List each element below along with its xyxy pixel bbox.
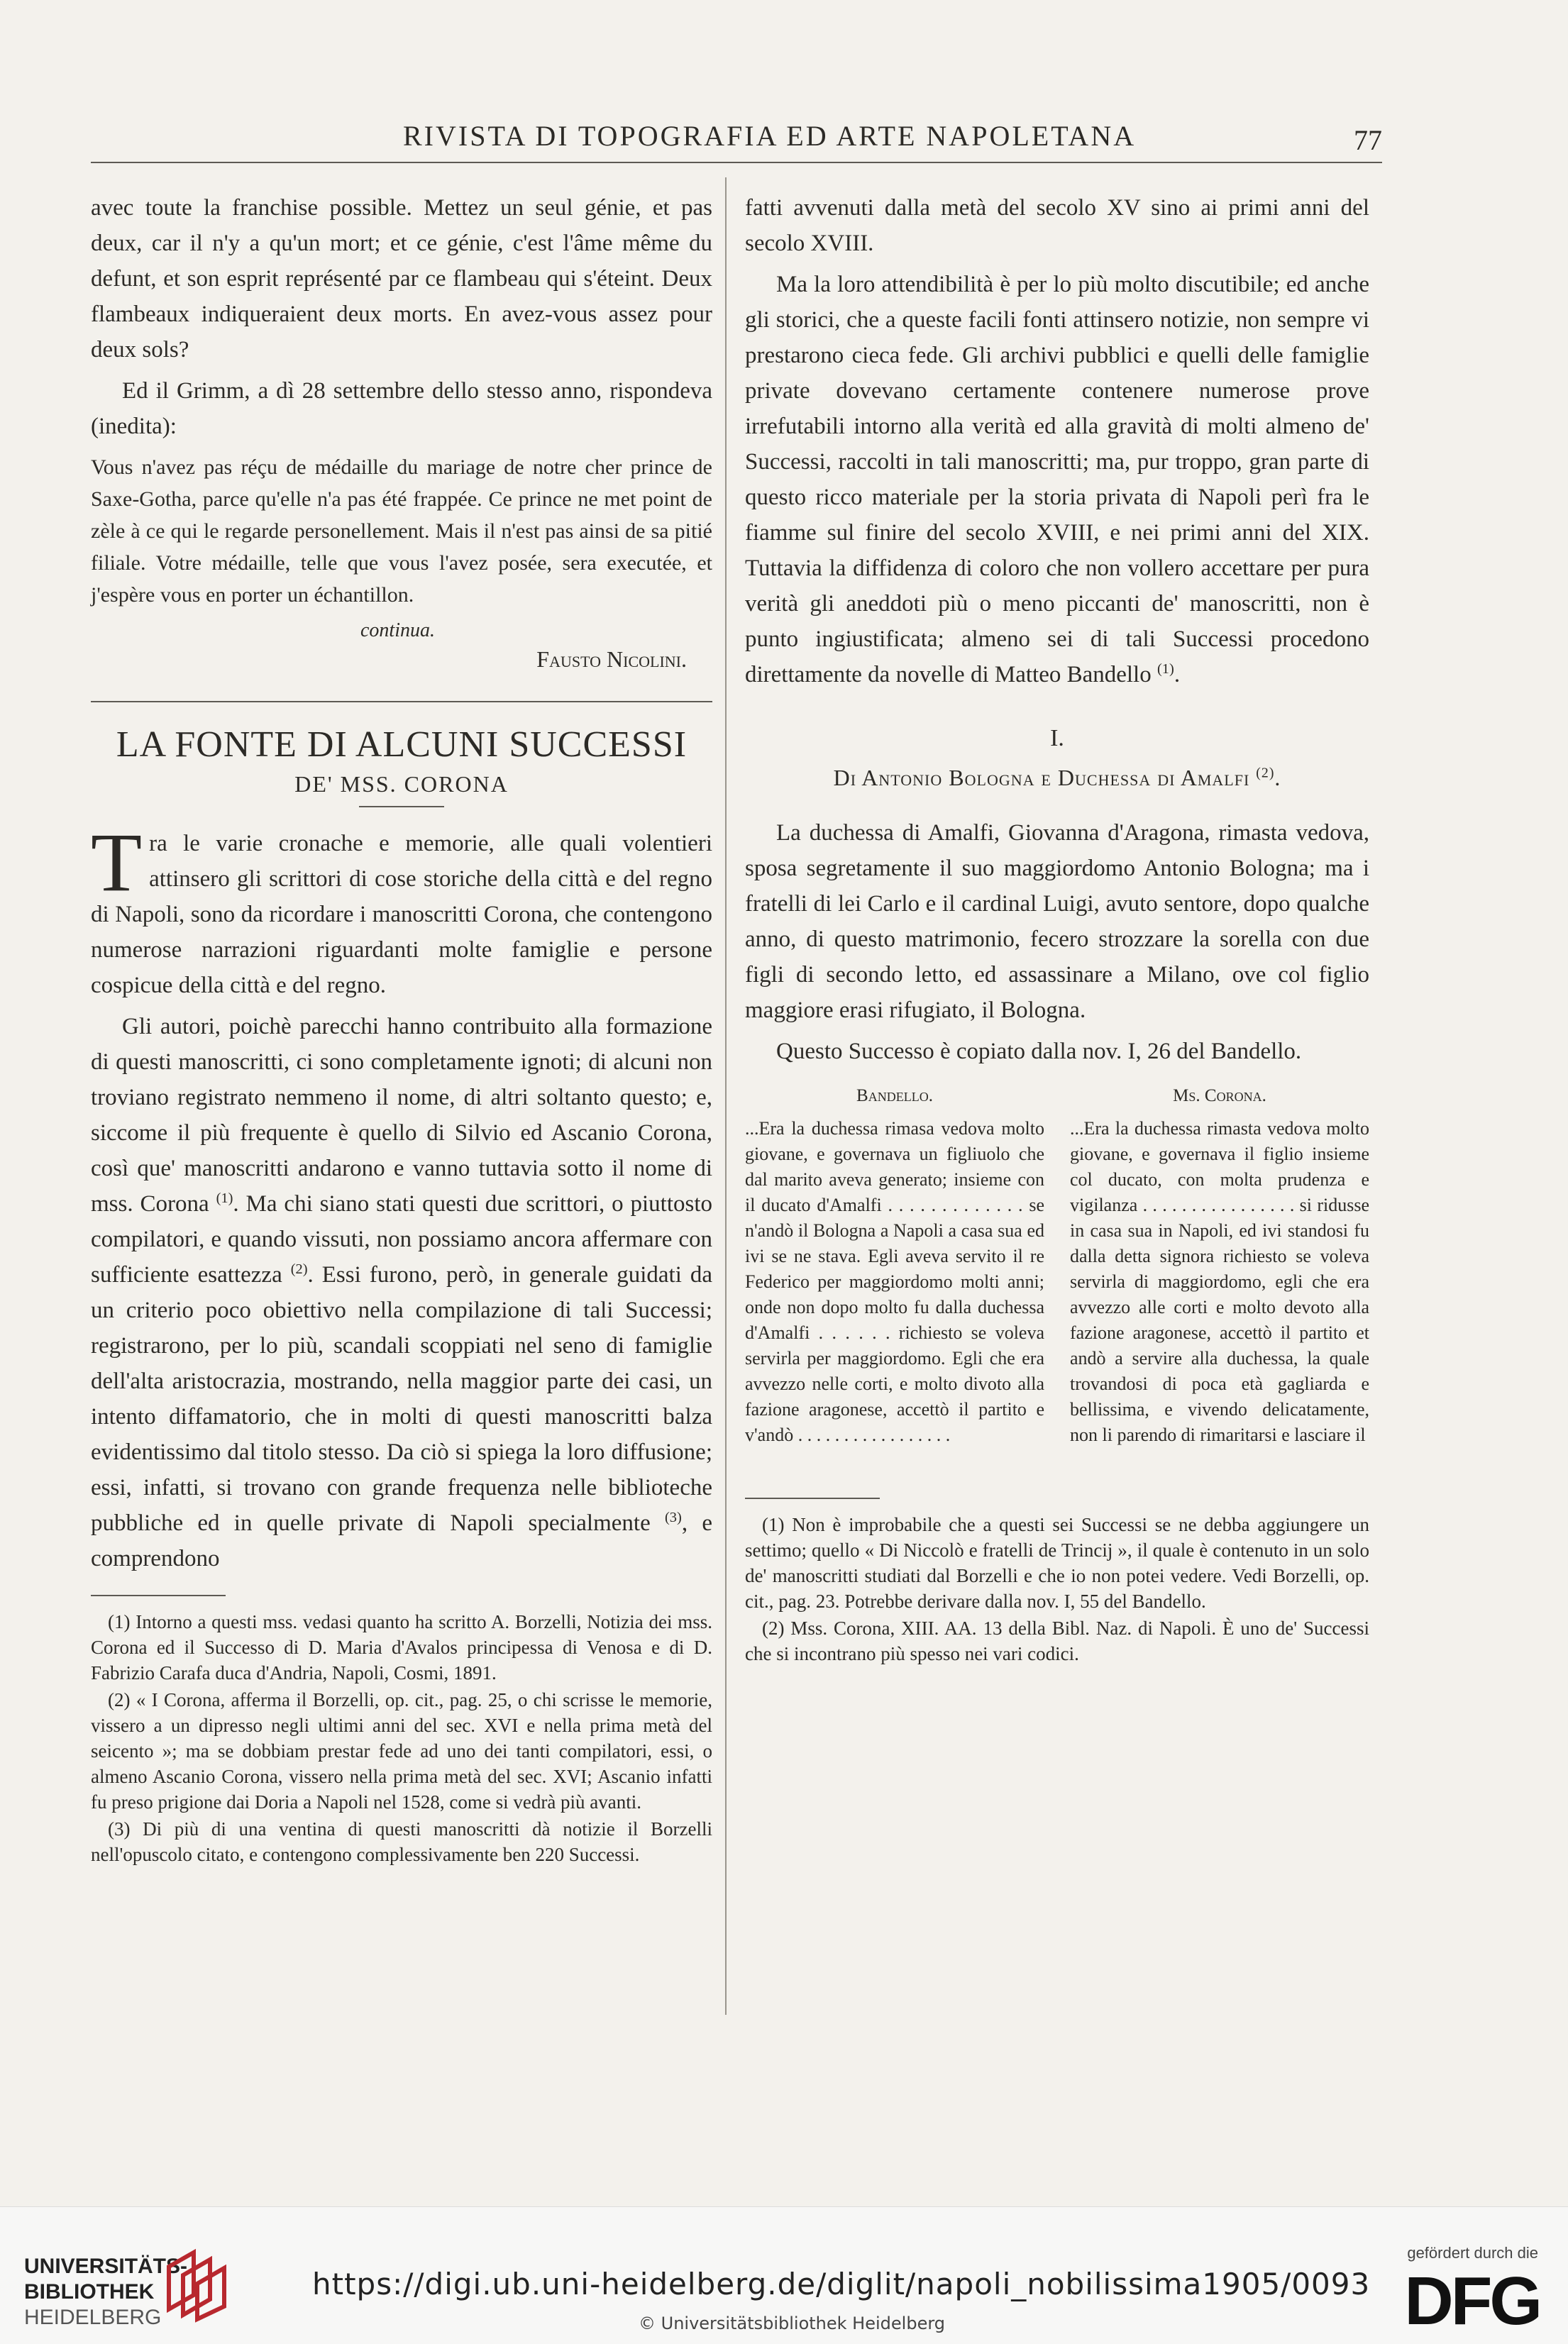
- footnote-rule: [745, 1498, 880, 1499]
- journal-title: RIVISTA DI TOPOGRAFIA ED ARTE NAPOLETANA: [403, 120, 1137, 152]
- viewer-footer: [0, 2206, 1568, 2344]
- quoted-letter: Vous n'avez pas réçu de médaille du mariage de notre cher prince de Saxe-Gotha, parce qu'elle n'a pas été frappée. Ce prince ne met point de zèle à ce qui le regarde personellement. Mais il n'est pas ainsi de sa pitié filiale. Votre médaille, telle que vous l'avez posée, sera executée, et j'espère vous en porter un échantillon.: [91, 455, 712, 607]
- library-logo-text: UNIVERSITÄTS- BIBLIOTHEK HEIDELBERG: [24, 2255, 188, 2329]
- footnote: (1) Non è improbabile che a questi sei Successi se ne debba aggiungere un settimo; quello « Di Niccolò e fratelli de Trincij », il quale è contenuto in un solo de' manoscritti studiati dal Borzelli e che io non potei vedere. Vedi Borzelli, op. cit., pag. 23. Potrebbe derivare dalla nov. I, 55 del Bandello.: [745, 1514, 1369, 1612]
- funding-note: gefördert durch die: [1407, 2244, 1538, 2262]
- footnote-ref: (3): [665, 1510, 682, 1525]
- paragraph: La duchessa di Amalfi, Giovanna d'Aragona, rimasta vedova, sposa segretamente il suo maggiordomo Antonio Bologna; ma i fratelli di lei Carlo e il cardinal Luigi, avuto sentore, dopo qualche anno, di questo matrimonio, fecero strozzare la sorella con due figli di secondo letto, ed assassinare a Milano, ove col figlio maggiore erasi rifugiato, il Bologna.: [745, 820, 1369, 1023]
- paragraph: Ed il Grimm, a dì 28 settembre dello stesso anno, rispondeva (inedita):: [91, 378, 712, 439]
- footnote-rule: [91, 1595, 226, 1596]
- column-heading: Bandello.: [856, 1086, 933, 1105]
- paragraph: ra le varie cronache e memorie, alle quali volentieri attinsero gli scrittori di cose storiche della città e del regno di Napoli, sono da ricordare i manoscritti Corona, che contengono numerose narrazioni riguardanti molte famiglie e persone cospicue della città e del regno.: [91, 831, 712, 998]
- paragraph: fatti avvenuti dalla metà del secolo XV sino ai primi anni del secolo XVIII.: [745, 195, 1369, 256]
- left-column: [91, 190, 712, 1869]
- copyright-notice: © Universitätsbibliothek Heidelberg: [639, 2313, 946, 2333]
- article-title: LA FONTE DI ALCUNI SUCCESSI: [116, 724, 688, 765]
- article-separator: [91, 701, 712, 702]
- footnote-ref: (1): [216, 1190, 233, 1206]
- paragraph: . Ma chi siano stati questi due scrittori, o piuttosto compilatori, e quando vissuti, non possiamo ancora affermare con sufficiente esattezza: [91, 1191, 713, 1288]
- paragraph: avec toute la franchise possible. Mettez un seul génie, et pas deux, car il n'y a qu'un mort; et ce génie, c'est l'âme même du defunt, et son esprit représenté par ce flambeau qui s'éteint. Deux flambeaux indiqueraient deux morts. En avez-vous assez pour deux sols?: [91, 195, 712, 363]
- footnote-ref: (2): [290, 1261, 308, 1277]
- section-title: Di Antonio Bologna e Duchessa di Amalfi $^{(2)}$.: [833, 765, 1281, 790]
- footnote: (3) Di più di una ventina di questi manoscritti dà notizie il Borzelli nell'opuscolo citato, e contengono complessivamente ben 220 Successi.: [91, 1818, 712, 1865]
- footnote: (1) Intorno a questi mss. vedasi quanto ha scritto A. Borzelli, Notizia dei mss. Corona ed il Successo di D. Maria d'Avalos principessa di Venosa e di D. Fabrizio Carafa duca d'Andria, Napoli, Cosmi, 1891.: [91, 1611, 712, 1684]
- library-logo-icon: [155, 2245, 233, 2323]
- parallel-texts: [745, 1083, 1369, 1448]
- footnote-ref: (2): [1256, 765, 1275, 781]
- paragraph: Ma la loro attendibilità è per lo più molto discutibile; ed anche gli storici, che a queste facili fonti attinsero notizie, non sempre vi prestarono cieca fede. Gli archivi pubblici e quelli delle famiglie private dovevano certamente contenere numerose prove irrefutabili intorno alla verità ed alla gravità di molti almeno de' Successi, raccolti in tali manoscritti; ma, pur troppo, gran parte di questo ricco materiale per la storia privata di Napoli perì fra le fiamme sul finire del secolo XVIII, e nei primi anni del XIX. Tuttavia la diffidenza di coloro che non vollero accettare per pura verità gli aneddoti più o meno piccanti de' manoscritti, non è punto ingiustificata; almeno sei di tali Successi procedono direttamente da novelle di Matteo Bandello: [745, 272, 1369, 687]
- column-divider: [725, 177, 727, 2015]
- paragraph: Gli autori, poichè parecchi hanno contribuito alla formazione di questi manoscritti, ci sono completamente ignoti; di alcuni non troviano registrato nemmeno il nome, di altri soltanto questo; e, siccome il più frequente è quello di Silvio ed Ascanio Corona, così que' manoscritti andarono e vanno tuttavia sotto il nome di mss. Corona: [91, 1014, 712, 1217]
- permalink-url[interactable]: https://digi.ub.uni-heidelberg.de/diglit/napoli_nobilissima1905/0093: [312, 2267, 1371, 2301]
- header-rule: [91, 162, 1382, 163]
- section-number: I.: [1050, 725, 1064, 751]
- dfg-logo: DFG: [1404, 2263, 1540, 2339]
- paragraph: , e comprendono: [91, 1510, 712, 1571]
- article-subtitle: DE' MSS. CORONA: [294, 771, 509, 797]
- page-number: 77: [1354, 124, 1382, 156]
- title-rule: [359, 806, 444, 807]
- footnote-ref: (1): [1156, 661, 1174, 677]
- drop-cap: T: [91, 816, 143, 909]
- paragraph: Questo Successo è copiato dalla nov. I, 26 del Bandello.: [776, 1039, 1302, 1064]
- parallel-column-bandello: [745, 1083, 1044, 1448]
- right-column: fatti avvenuti dalla metà del secolo XV sino ai primi anni del secolo XVIII. Ma la loro attendibilità è per lo più molto discutibile; ed anche gli storici, che a queste facili fonti attinsero notizie, non sempre vi prestarono cieca fede. Gli archivi pubblici e quelli delle famiglie private dovevano certamente contenere numerose prove irrefutabili intorno alla verità ed alla gravità di molti almeno de' Successi, raccolti in tali manoscritti; ma, pur troppo, gran parte di questo ricco materiale per la storia privata di Napoli perì fra le fiamme sul finire del secolo XVIII, e nei primi anni del XIX. Tuttavia la diffidenza di coloro che non vollero accettare per pura verità gli aneddoti più o meno piccanti de' manoscritti, non è punto ingiustificata; almeno sei di tali Successi procedono direttamente da novelle di Matteo Bandello $^{(1)}$. I. Di Antonio Bologna e Duchessa di Amalfi $^{(2)}$. La duchessa di Amalfi, Giovanna d'Aragona, rimasta vedova, sposa segretamente il suo maggiordomo Antonio Bologna; ma i fratelli di lei Carlo e il cardinal Luigi, avuto sentore, dopo qualche anno, di questo matrimonio, fecero strozzare la sorella con due figli di secondo letto, ed assassinare a Milano, ove col figlio maggiore erasi rifugiato, il Bologna. Questo Successo è copiato dalla nov. I, 26 del Bandello. Bandello. ...Era la duchessa rimasa vedova molto giovane, e governava un figliuolo che dal marito aveva generato; insieme con il ducato d'Amalfi . . . . . . . . . . . . . se n'andò il Bologna a Napoli a casa sua ed ivi se ne stava. Egli aveva servito il re Federico per maggiordomo molti anni; onde non dopo molto fu dalla duchessa d'Amalfi . . . . . . richiesto se voleva servirla per maggiordomo. Egli che era avvezzo nelle corti, e molto divoto alla fazione aragonese, accettò il partito e v'andò . . . . . . . . . . . . . . . . . Ms. Corona. ...Era la duchessa rimasta vedova molto giovane, e governava il figlio insieme col ducato, con molta prudenza e vigilanza . . . . . . . . . . . . . . . . si ridusse in casa sua in Napoli, ed ivi standosi fu dalla detta signora richiesto se voleva servirla di maggiordomo, egli che era avvezzo alle corti e molto devoto alla fazione aragonese, accettò il partito et andò a servire alla duchessa, la quale trovandosi di poca età gagliarda e bellissima, e vivendo delicatamente, non li parendo di rimaritarsi e lasciare il (1) Non è improbabile che a questi sei Successi se ne debba aggiungere un settimo; quello « Di Niccolò e fratelli de Trincij », il quale è contenuto in un solo de' manoscritti studiati dal Borzelli e che io non potei vedere. Vedi Borzelli, op. cit., pag. 23. Potrebbe derivare dalla nov. I, 55 del Bandello. (2) Mss. Corona, XIII. AA. 13 della Bibl. Naz. di Napoli. È uno de' Successi che si incontrano più spesso nei vari codici.: [745, 190, 1369, 1668]
- parallel-text: ...Era la duchessa rimasta vedova molto giovane, e governava il figlio insieme col ducato, con molta prudenza e vigilanza . . . . . . . . . . . . . . . . si ridusse in casa sua in Napoli, ed ivi standosi fu dalla detta signora richiesto se voleva servirla di maggiordomo, egli che era avvezzo alle corti e molto devoto alla fazione aragonese, accettò il partito et andò a servire alla duchessa, la quale trovandosi di poca età gagliarda e bellissima, e vivendo delicatamente, non li parendo di rimaritarsi e lasciare il: [1070, 1118, 1369, 1445]
- paragraph: . Essi furono, però, in generale guidati da un criterio poco obiettivo nella compilazione di tali Successi; registrarono, per lo più, scandali scoppiati nel seno di famiglie dell'alta aristocrazia, mostrando, nella maggior parte dei casi, un intento diffamatorio, che in molti di questi manoscritti balza evidentissimo dal titolo stesso. Da ciò si spiega la loro diffusione; essi, infatti, si trovano con grande frequenza nelle biblioteche pubbliche ed in quelle private di Napoli specialmente: [91, 1262, 713, 1536]
- parallel-column-corona: [1070, 1083, 1369, 1448]
- footnote: (2) « I Corona, afferma il Borzelli, op. cit., pag. 25, o chi scrisse le memorie, vissero a un dipresso negli ultimi anni del sec. XVI e nella prima metà del seicento »; ma se dobbiam prestar fede ad uno dei tanti compilatori, essi, o almeno Ascanio Corona, vissero nella prima metà del sec. XVI; Ascanio infatti fu preso prigione dai Doria a Napoli nel 1528, come si vedrà più avanti.: [91, 1689, 712, 1813]
- column-heading: Ms. Corona.: [1173, 1086, 1266, 1105]
- parallel-text: ...Era la duchessa rimasa vedova molto giovane, e governava un figliuolo che dal marito aveva generato; insieme con il ducato d'Amalfi . . . . . . . . . . . . . se n'andò il Bologna a Napoli a casa sua ed ivi se ne stava. Egli aveva servito il re Federico per maggiordomo molti anni; onde non dopo molto fu dalla duchessa d'Amalfi . . . . . . richiesto se voleva servirla per maggiordomo. Egli che era avvezzo nelle corti, e molto divoto alla fazione aragonese, accettò il partito e v'andò . . . . . . . . . . . . . . . . .: [745, 1118, 1044, 1445]
- continua-note: continua.: [360, 619, 435, 641]
- author-signature: Fausto Nicolini.: [536, 646, 687, 672]
- footnote: (2) Mss. Corona, XIII. AA. 13 della Bibl. Naz. di Napoli. È uno de' Successi che si incontrano più spesso nei vari codici.: [745, 1618, 1369, 1664]
